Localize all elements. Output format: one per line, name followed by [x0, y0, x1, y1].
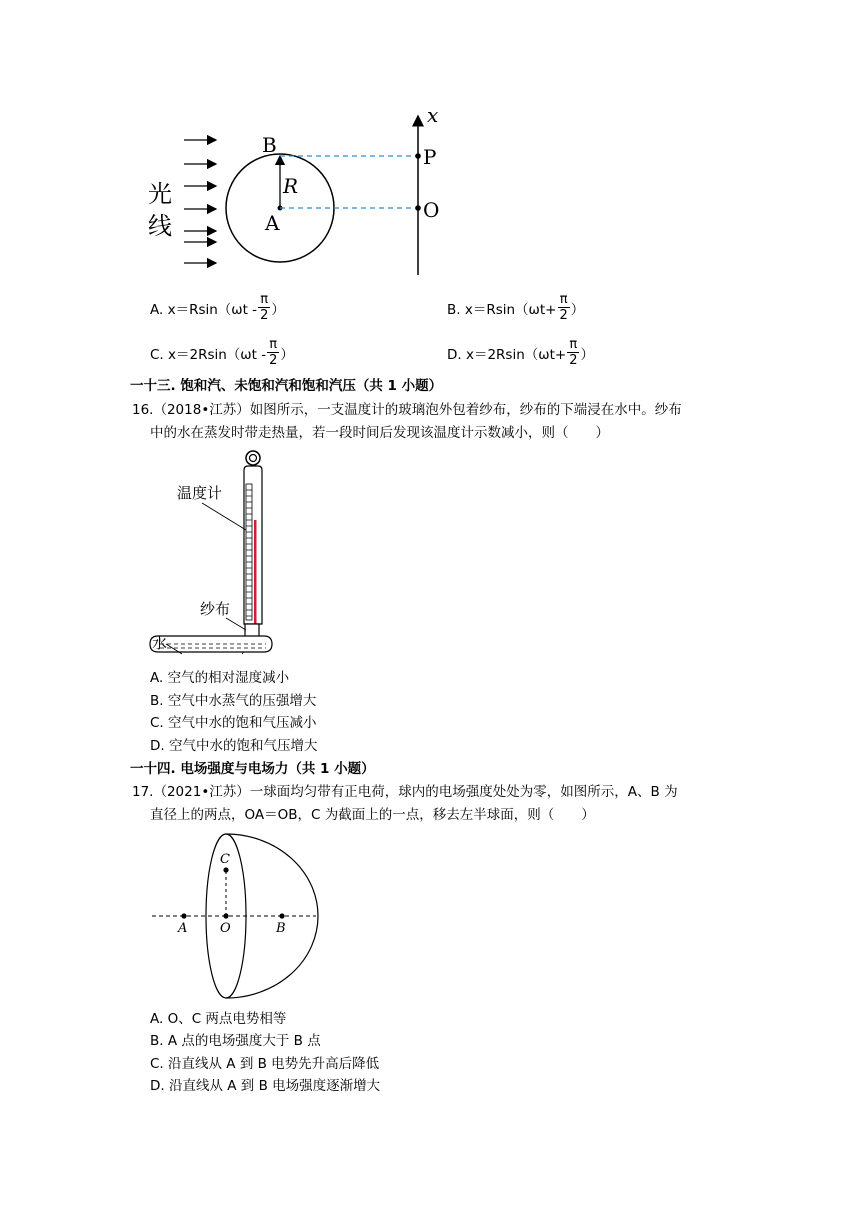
section-14-heading: 一十四. 电场强度与电场力（共 1 小题） [130, 761, 375, 777]
label-b: B [262, 133, 277, 157]
label-fig-c: C [220, 852, 230, 867]
label-fig-b: B [276, 921, 286, 936]
figure-circular-motion [140, 100, 480, 280]
q17-option-c: C. 沿直线从 A 到 B 电势先升高后降低 [150, 1056, 380, 1072]
point-p-dot [415, 153, 421, 159]
light-label-2: 线 [148, 212, 172, 240]
q16-option-d: D. 空气中水的饱和气压增大 [150, 738, 318, 754]
q16-option-a: A. 空气的相对湿度减小 [150, 670, 290, 686]
label-x: x [427, 103, 439, 127]
q17-option-b: B. A 点的电场强度大于 B 点 [150, 1033, 321, 1049]
light-arrows [184, 140, 216, 263]
q16-text-line-1: 16.（2018•江苏）如图所示，一支温度计的玻璃泡外包着纱布，纱布的下端浸在水中。纱布 [132, 402, 682, 418]
label-water: 水 [152, 634, 168, 652]
label-fig-o: O [220, 921, 231, 936]
q17-option-d: D. 沿直线从 A 到 B 电场强度逐渐增大 [150, 1078, 381, 1094]
label-a: A [265, 211, 280, 235]
q15-option-a: A. x＝Rsin（ωt - $\frac{\pi}{2}$ ） [150, 292, 285, 323]
q17-text-line-2: 直径上的两点，OA＝OB，C 为截面上的一点，移去左半球面，则（ ） [150, 807, 595, 823]
mercury-column [254, 520, 257, 624]
q15-option-d: D. x＝2Rsin（ωt+ $\frac{\pi}{2}$ ） [447, 337, 594, 368]
light-label-1: 光 [148, 180, 172, 208]
label-o: O [423, 198, 440, 222]
q17-text-line-1: 17.（2021•江苏）一球面均匀带有正电荷，球内的电场强度处处为零，如图所示，A、B 为 [132, 784, 678, 800]
q17-option-a: A. O、C 两点电势相等 [150, 1011, 287, 1027]
figure-hemisphere [140, 830, 340, 1000]
label-thermometer: 温度计 [177, 484, 223, 502]
label-fig-a: A [178, 921, 188, 936]
section-13-heading: 一十三. 饱和汽、未饱和汽和饱和汽压（共 1 小题） [130, 378, 443, 394]
q16-text-line-2: 中的水在蒸发时带走热量，若一段时间后发现该温度计示数减小，则（ ） [150, 425, 609, 441]
q16-option-c: C. 空气中水的饱和气压减小 [150, 715, 317, 731]
figure-thermometer [140, 446, 300, 666]
q16-option-b: B. 空气中水蒸气的压强增大 [150, 693, 317, 709]
label-r: R [283, 174, 299, 198]
label-gauze: 纱布 [200, 600, 231, 618]
q15-option-b: B. x＝Rsin（ωt+ $\frac{\pi}{2}$ ） [447, 292, 585, 323]
label-p: P [423, 145, 437, 169]
point-o-dot [415, 205, 421, 211]
q15-option-c: C. x＝2Rsin（ωt - $\frac{\pi}{2}$ ） [150, 337, 294, 368]
